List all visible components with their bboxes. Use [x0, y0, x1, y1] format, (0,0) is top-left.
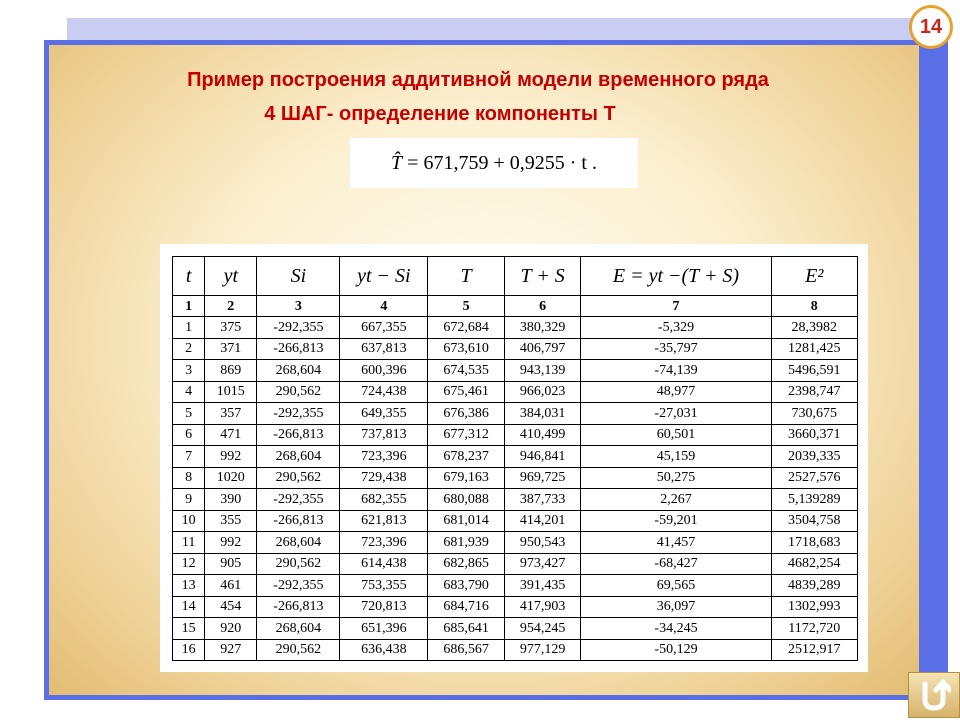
- table-cell: 723,396: [340, 532, 428, 554]
- header-symbol: T: [428, 257, 505, 296]
- table-cell: 390: [205, 489, 257, 511]
- table-row: [173, 403, 858, 425]
- table-cell: 992: [205, 446, 257, 468]
- table-cell: 45,159: [581, 446, 771, 468]
- table-cell: 50,275: [581, 467, 771, 489]
- table-cell: 673,610: [428, 338, 505, 360]
- slide-subtitle: 4 ШАГ- определение компоненты Т: [264, 103, 616, 125]
- table-cell: 679,163: [428, 467, 505, 489]
- table-cell: -292,355: [257, 489, 340, 511]
- table-cell: 268,604: [257, 618, 340, 640]
- trend-formula: [350, 138, 638, 188]
- table-cell: 649,355: [340, 403, 428, 425]
- table-cell: 4682,254: [771, 553, 857, 575]
- table-cell: 676,386: [428, 403, 505, 425]
- table-cell: 391,435: [504, 575, 581, 597]
- return-arrow-icon: [917, 678, 951, 712]
- table-cell: 41,457: [581, 532, 771, 554]
- table-cell: 681,014: [428, 510, 505, 532]
- table-cell: 920: [205, 618, 257, 640]
- table-cell: 969,725: [504, 467, 581, 489]
- table-row: [173, 360, 858, 382]
- table-cell: -27,031: [581, 403, 771, 425]
- table-cell: 371: [205, 338, 257, 360]
- table-cell: 60,501: [581, 424, 771, 446]
- table-cell: 950,543: [504, 532, 581, 554]
- table-cell: 290,562: [257, 639, 340, 661]
- table-cell: 737,813: [340, 424, 428, 446]
- table-cell: 380,329: [504, 317, 581, 339]
- table-cell: 1718,683: [771, 532, 857, 554]
- header-number: 7: [581, 296, 771, 317]
- table-cell: 637,813: [340, 338, 428, 360]
- table-cell: 461: [205, 575, 257, 597]
- table-cell: -292,355: [257, 317, 340, 339]
- table-row: [173, 467, 858, 489]
- table-row: [173, 553, 858, 575]
- table-cell: 1: [173, 317, 205, 339]
- table-cell: -74,139: [581, 360, 771, 382]
- table-cell: 3504,758: [771, 510, 857, 532]
- table-cell: 2: [173, 338, 205, 360]
- table-cell: 471: [205, 424, 257, 446]
- table-cell: -34,245: [581, 618, 771, 640]
- table-cell: 6: [173, 424, 205, 446]
- header-symbol: Si: [257, 257, 340, 296]
- table-cell: 682,865: [428, 553, 505, 575]
- table-cell: 2398,747: [771, 381, 857, 403]
- table-cell: 724,438: [340, 381, 428, 403]
- table-cell: 905: [205, 553, 257, 575]
- table-row: [173, 381, 858, 403]
- table-cell: 2039,335: [771, 446, 857, 468]
- table-cell: 678,237: [428, 446, 505, 468]
- table-cell: 11: [173, 532, 205, 554]
- table-row: [173, 317, 858, 339]
- table-cell: 290,562: [257, 553, 340, 575]
- table-cell: 414,201: [504, 510, 581, 532]
- table-cell: -266,813: [257, 510, 340, 532]
- table-cell: 12: [173, 553, 205, 575]
- table-cell: 406,797: [504, 338, 581, 360]
- table-card: [160, 244, 868, 672]
- formula-lhs: T̂: [391, 151, 403, 174]
- slide-number-badge: 14: [909, 5, 953, 49]
- table-cell: 2,267: [581, 489, 771, 511]
- table-row: [173, 338, 858, 360]
- table-cell: 614,438: [340, 553, 428, 575]
- table-row: [173, 575, 858, 597]
- header-symbol: E²: [771, 257, 857, 296]
- table-cell: 5,139289: [771, 489, 857, 511]
- table-cell: 268,604: [257, 360, 340, 382]
- header-number: 4: [340, 296, 428, 317]
- table-row: [173, 489, 858, 511]
- table-cell: 10: [173, 510, 205, 532]
- formula-rhs: = 671,759 + 0,9255 · t .: [407, 151, 597, 174]
- table-cell: 992: [205, 532, 257, 554]
- header-symbol: yt: [205, 257, 257, 296]
- table-cell: -266,813: [257, 424, 340, 446]
- table-cell: 651,396: [340, 618, 428, 640]
- table-cell: 15: [173, 618, 205, 640]
- table-cell: 973,427: [504, 553, 581, 575]
- table-cell: 1015: [205, 381, 257, 403]
- table-cell: 621,813: [340, 510, 428, 532]
- header-number: 8: [771, 296, 857, 317]
- table-cell: 927: [205, 639, 257, 661]
- header-number: 6: [504, 296, 581, 317]
- table-cell: 677,312: [428, 424, 505, 446]
- table-cell: 4: [173, 381, 205, 403]
- table-cell: 410,499: [504, 424, 581, 446]
- table-cell: 36,097: [581, 596, 771, 618]
- header-symbol: T + S: [504, 257, 581, 296]
- table-cell: 2512,917: [771, 639, 857, 661]
- header-number: 1: [173, 296, 205, 317]
- table-cell: 685,641: [428, 618, 505, 640]
- table-cell: 680,088: [428, 489, 505, 511]
- table-cell: -68,427: [581, 553, 771, 575]
- table-cell: 943,139: [504, 360, 581, 382]
- table-cell: 290,562: [257, 467, 340, 489]
- table-cell: 682,355: [340, 489, 428, 511]
- table-cell: -5,329: [581, 317, 771, 339]
- header-symbol: t: [173, 257, 205, 296]
- table-cell: 636,438: [340, 639, 428, 661]
- table-cell: 28,3982: [771, 317, 857, 339]
- table-cell: 674,535: [428, 360, 505, 382]
- table-cell: 3660,371: [771, 424, 857, 446]
- number-header-row: [173, 296, 858, 317]
- table-cell: 723,396: [340, 446, 428, 468]
- table-cell: 681,939: [428, 532, 505, 554]
- header-number: 3: [257, 296, 340, 317]
- symbol-header-row: [173, 257, 858, 296]
- table-body: [173, 317, 858, 661]
- table-row: [173, 446, 858, 468]
- table-cell: 9: [173, 489, 205, 511]
- table-cell: 5: [173, 403, 205, 425]
- header-number: 5: [428, 296, 505, 317]
- table-cell: 5496,591: [771, 360, 857, 382]
- table-cell: 869: [205, 360, 257, 382]
- table-cell: 672,684: [428, 317, 505, 339]
- table-cell: 1172,720: [771, 618, 857, 640]
- return-button[interactable]: [908, 672, 960, 718]
- table-cell: 384,031: [504, 403, 581, 425]
- table-cell: 268,604: [257, 532, 340, 554]
- table-cell: 387,733: [504, 489, 581, 511]
- table-cell: -35,797: [581, 338, 771, 360]
- table-cell: -266,813: [257, 338, 340, 360]
- table-cell: 7: [173, 446, 205, 468]
- table-cell: 417,903: [504, 596, 581, 618]
- table-cell: 1281,425: [771, 338, 857, 360]
- header-symbol: yt − Si: [340, 257, 428, 296]
- table-cell: 683,790: [428, 575, 505, 597]
- table-cell: 753,355: [340, 575, 428, 597]
- table-cell: -292,355: [257, 403, 340, 425]
- table-cell: 375: [205, 317, 257, 339]
- table-cell: 69,565: [581, 575, 771, 597]
- table-cell: 48,977: [581, 381, 771, 403]
- table-cell: -292,355: [257, 575, 340, 597]
- table-cell: 13: [173, 575, 205, 597]
- slide-title: Пример построения аддитивной модели временного ряда: [187, 69, 769, 91]
- table-cell: 290,562: [257, 381, 340, 403]
- table-cell: 954,245: [504, 618, 581, 640]
- table-cell: 454: [205, 596, 257, 618]
- frame-side-bar: [924, 40, 948, 700]
- table-cell: 667,355: [340, 317, 428, 339]
- table-cell: 686,567: [428, 639, 505, 661]
- table-cell: 730,675: [771, 403, 857, 425]
- table-cell: 16: [173, 639, 205, 661]
- table-row: [173, 510, 858, 532]
- table-cell: 1302,993: [771, 596, 857, 618]
- table-cell: -266,813: [257, 596, 340, 618]
- table-cell: -50,129: [581, 639, 771, 661]
- header-number: 2: [205, 296, 257, 317]
- table-cell: 14: [173, 596, 205, 618]
- table-cell: 966,023: [504, 381, 581, 403]
- table-cell: 977,129: [504, 639, 581, 661]
- table-cell: 268,604: [257, 446, 340, 468]
- table-cell: -59,201: [581, 510, 771, 532]
- table-cell: 1020: [205, 467, 257, 489]
- table-cell: 4839,289: [771, 575, 857, 597]
- table-cell: 684,716: [428, 596, 505, 618]
- table-row: [173, 424, 858, 446]
- table-row: [173, 596, 858, 618]
- table-cell: 600,396: [340, 360, 428, 382]
- table-cell: 675,461: [428, 381, 505, 403]
- header-symbol: E = yt −(T + S): [581, 257, 771, 296]
- table-cell: 355: [205, 510, 257, 532]
- data-table: [172, 256, 858, 661]
- table-row: [173, 639, 858, 661]
- table-cell: 8: [173, 467, 205, 489]
- table-cell: 720,813: [340, 596, 428, 618]
- table-row: [173, 532, 858, 554]
- table-cell: 357: [205, 403, 257, 425]
- table-cell: 2527,576: [771, 467, 857, 489]
- table-row: [173, 618, 858, 640]
- table-cell: 729,438: [340, 467, 428, 489]
- table-cell: 3: [173, 360, 205, 382]
- table-cell: 946,841: [504, 446, 581, 468]
